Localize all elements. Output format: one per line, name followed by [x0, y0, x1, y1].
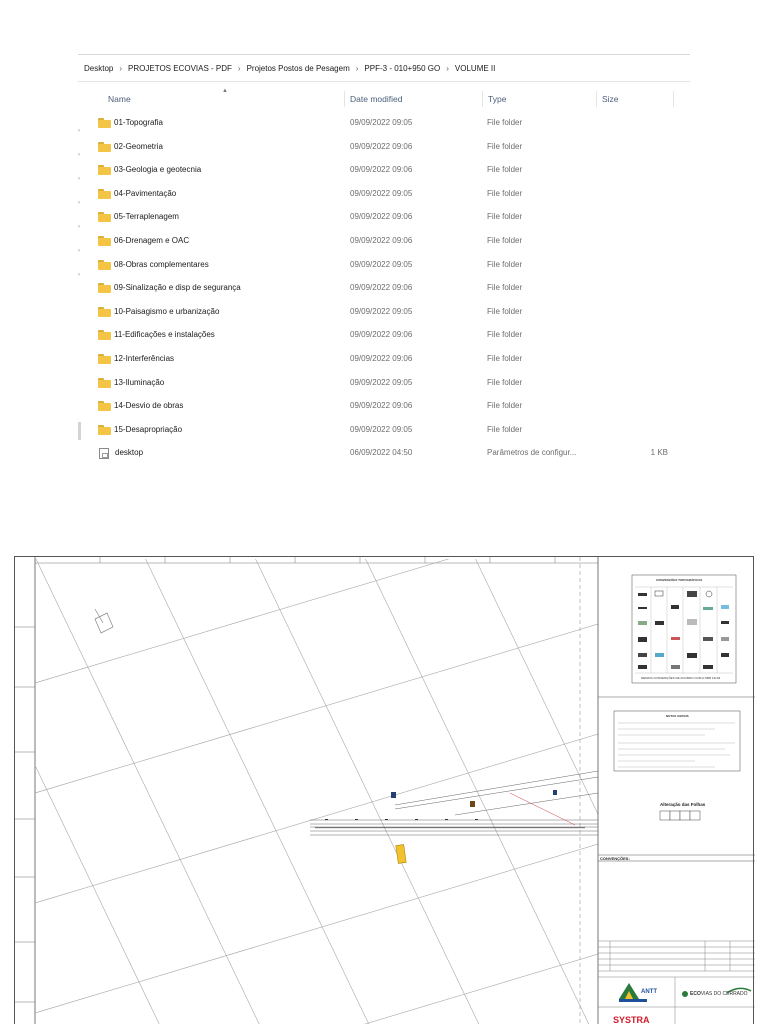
chevron-right-icon[interactable]: ›: [78, 152, 80, 158]
file-name: 06-Drenagem e OAC: [114, 236, 190, 245]
file-size: [638, 254, 668, 276]
folder-row[interactable]: [78, 159, 690, 181]
folder-row[interactable]: [78, 112, 690, 134]
file-type: File folder: [487, 212, 523, 222]
file-name: 03-Geologia e geotecnia: [114, 165, 202, 175]
file-type: File folder: [487, 188, 523, 198]
folder-icon: [98, 378, 111, 388]
folder-row[interactable]: [78, 348, 690, 370]
ecovias-logo: [690, 991, 748, 997]
folder-row[interactable]: [78, 324, 690, 346]
file-name-cell: [98, 254, 209, 276]
breadcrumb-projetos-ecovias[interactable]: PROJETOS ECOVIAS - PDF: [128, 63, 232, 73]
file-type: File folder: [487, 377, 523, 387]
file-type: File folder: [487, 283, 523, 293]
breadcrumb-ppf3[interactable]: PPF-3 - 010+950 GO: [364, 63, 441, 73]
settings-file-icon: [99, 448, 109, 459]
chevron-right-icon[interactable]: ›: [78, 128, 80, 134]
folder-row[interactable]: [78, 230, 690, 252]
file-name: 04-Pavimentação: [114, 188, 177, 198]
column-divider[interactable]: [673, 91, 674, 107]
date-modified: 09/09/2022 09:06: [350, 401, 413, 411]
folder-icon: [98, 401, 111, 411]
file-name: 05-Terraplenagem: [114, 212, 179, 222]
folder-icon: [98, 165, 111, 175]
breadcrumb-separator: ›: [446, 63, 449, 73]
file-type: File folder: [487, 118, 523, 127]
file-type: File folder: [487, 354, 523, 363]
file-row[interactable]: [78, 442, 690, 464]
file-explorer: [78, 52, 690, 472]
date-modified: 09/09/2022 09:05: [350, 259, 413, 269]
breadcrumb-separator: ›: [237, 63, 241, 73]
column-divider[interactable]: [482, 91, 483, 107]
date-modified: 09/09/2022 09:05: [350, 424, 413, 434]
conventions-label: CONVENÇÕES:: [600, 856, 630, 861]
file-name: 09-Sinalização e disp de segurança: [114, 283, 241, 293]
breadcrumb-desktop[interactable]: Desktop: [84, 63, 114, 73]
file-name-cell: [98, 419, 182, 441]
date-modified: 09/09/2022 09:05: [350, 118, 413, 127]
toolbar-divider: [78, 54, 690, 55]
folder-icon: [98, 307, 111, 317]
folder-row[interactable]: [78, 206, 690, 228]
file-type: File folder: [487, 165, 523, 175]
file-type: File folder: [487, 141, 523, 151]
file-name-cell: [98, 372, 164, 394]
chevron-right-icon[interactable]: ›: [78, 200, 80, 206]
folder-row[interactable]: [78, 136, 690, 158]
date-modified: 09/09/2022 09:06: [350, 212, 413, 222]
sheet-changes-title: Alteração das Folhas: [660, 802, 706, 807]
file-name: desktop: [115, 448, 144, 458]
file-name-cell: [98, 159, 201, 181]
breadcrumb-volume-ii[interactable]: VOLUME II: [454, 63, 496, 73]
folder-icon: [98, 212, 111, 222]
date-modified: 09/09/2022 09:05: [350, 377, 413, 387]
folder-row[interactable]: [78, 419, 690, 441]
file-size: [638, 159, 668, 181]
folder-icon: [98, 142, 111, 152]
drawing-canvas: [15, 557, 755, 1024]
file-size: [638, 372, 668, 394]
file-size: [638, 136, 668, 158]
folder-icon: [98, 330, 111, 340]
folder-row[interactable]: [78, 277, 690, 299]
folder-icon: [98, 118, 111, 128]
column-header-date[interactable]: Date modified: [350, 94, 403, 104]
breadcrumb-separator: ›: [355, 63, 359, 73]
file-name-cell: [98, 395, 183, 417]
date-modified: 09/09/2022 09:05: [350, 188, 413, 198]
file-name: 13-Iluminação: [114, 377, 165, 387]
file-name: 01-Topografia: [114, 118, 163, 127]
folder-icon: [98, 260, 111, 270]
column-divider[interactable]: [344, 91, 345, 107]
file-type: File folder: [487, 330, 523, 340]
folder-row[interactable]: [78, 301, 690, 323]
file-type: File folder: [487, 424, 523, 434]
file-name-cell: [98, 183, 176, 205]
folder-icon: [98, 425, 111, 435]
file-size: [638, 419, 668, 441]
folder-icon: [98, 189, 111, 199]
file-type: File folder: [487, 401, 523, 411]
legend-footer: DEMAIS CONVENÇÕES DE ACORDO COM A NBR 13133: [641, 676, 721, 680]
file-size: [638, 301, 668, 323]
file-size: 1 KB: [650, 448, 668, 458]
file-name: 02-Geometria: [114, 141, 163, 151]
date-modified: 09/09/2022 09:06: [350, 165, 413, 175]
file-size: [638, 324, 668, 346]
file-name-cell: [98, 277, 241, 299]
file-name-cell: [98, 442, 143, 464]
file-type: File folder: [487, 259, 523, 269]
ecovias-logo-rest: VIAS DO CERRADO: [700, 991, 748, 997]
file-size: [638, 348, 668, 370]
file-name: 11-Edificações e instalações: [114, 330, 215, 340]
date-modified: 06/09/2022 04:50: [350, 448, 413, 458]
folder-row[interactable]: [78, 183, 690, 205]
file-type: File folder: [487, 236, 523, 245]
file-name-cell: [98, 112, 163, 134]
chevron-right-icon[interactable]: ›: [78, 248, 80, 254]
file-name-cell: [98, 301, 219, 323]
file-name-cell: [98, 206, 179, 228]
file-size: [638, 395, 668, 417]
column-header-type[interactable]: Type: [488, 94, 507, 104]
file-size: [638, 183, 668, 205]
chevron-right-icon[interactable]: ›: [78, 272, 80, 278]
file-type: Parâmetros de configur...: [487, 448, 577, 458]
column-header-name[interactable]: Name: [108, 94, 131, 104]
column-header-size[interactable]: Size: [602, 94, 619, 104]
breadcrumb-separator: ›: [119, 63, 123, 73]
breadcrumb-postos-pesagem[interactable]: Projetos Postos de Pesagem: [246, 63, 350, 73]
legend-title: CONVENÇÕES TOPOGRÁFICAS: [656, 578, 703, 582]
date-modified: 09/09/2022 09:06: [350, 283, 413, 293]
file-name: 10-Paisagismo e urbanização: [114, 306, 220, 316]
chevron-up-icon: ▲: [222, 88, 228, 94]
file-name: 12-Interferências: [114, 354, 175, 363]
folder-icon: [98, 354, 111, 364]
file-type: File folder: [487, 306, 523, 316]
file-name-cell: [98, 230, 189, 252]
folder-row[interactable]: [78, 395, 690, 417]
column-divider[interactable]: [596, 91, 597, 107]
date-modified: 09/09/2022 09:06: [350, 354, 413, 363]
folder-row[interactable]: [78, 254, 690, 276]
folder-row[interactable]: [78, 372, 690, 394]
file-size: [638, 230, 668, 252]
file-name-cell: [98, 324, 215, 346]
file-size: [638, 277, 668, 299]
breadcrumb[interactable]: [84, 61, 495, 75]
file-size: [638, 112, 668, 134]
file-name: 08-Obras complementares: [114, 259, 209, 269]
antt-logo: ANTT: [641, 989, 657, 995]
file-name: 15-Desapropriação: [114, 424, 183, 434]
chevron-right-icon[interactable]: ›: [78, 224, 80, 230]
date-modified: 09/09/2022 09:06: [350, 236, 413, 245]
file-name-cell: [98, 348, 174, 370]
address-divider: [78, 81, 690, 82]
file-name-cell: [98, 136, 163, 158]
folder-icon: [98, 283, 111, 293]
date-modified: 09/09/2022 09:06: [350, 141, 413, 151]
date-modified: 09/09/2022 09:06: [350, 330, 413, 340]
chevron-right-icon[interactable]: ›: [78, 176, 80, 182]
notes-title: NOTAS GERAIS: [666, 714, 689, 718]
file-name: 14-Desvio de obras: [114, 401, 184, 411]
ecovias-logo-eco: ECO: [690, 991, 701, 997]
systra-logo: SYSTRA: [613, 1015, 650, 1024]
engineering-drawing: [14, 556, 754, 1024]
date-modified: 09/09/2022 09:05: [350, 306, 413, 316]
folder-icon: [98, 236, 111, 246]
file-size: [638, 206, 668, 228]
column-header-row: [78, 90, 690, 108]
